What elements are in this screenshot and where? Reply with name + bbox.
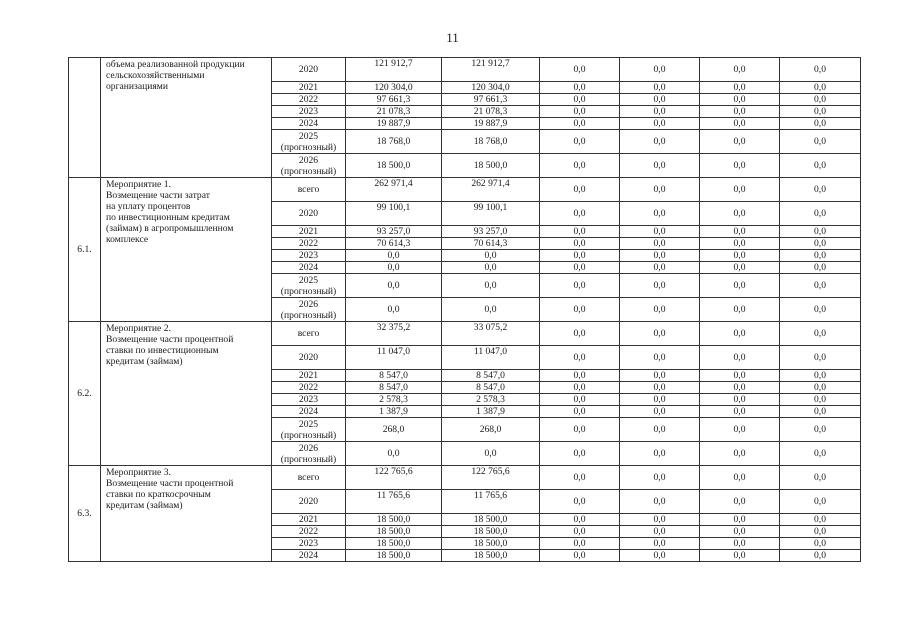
source-value-cell: 0,0 xyxy=(540,154,620,178)
year-label: 2023 xyxy=(298,538,319,549)
source-value-cell: 0,0 xyxy=(780,130,861,154)
source-value-cell: 0,0 xyxy=(620,262,700,274)
description-line: Мероприятие 1. xyxy=(106,179,171,190)
source-value-cell: 0,0 xyxy=(540,178,620,202)
source-value-cell: 0,0 xyxy=(620,226,700,238)
source-value-cell: 0,0 xyxy=(540,202,620,226)
budget-value-cell: 121 912,7 xyxy=(442,58,540,82)
year-note: (прогнозный) xyxy=(280,309,337,321)
budget-value-cell: 122 765,6 xyxy=(442,466,540,490)
source-value-cell: 0,0 xyxy=(700,298,780,322)
year-label: 2025 xyxy=(298,274,319,286)
source-value-cell: 0,0 xyxy=(540,238,620,250)
source-value-cell: 0,0 xyxy=(780,490,861,514)
year-label: 2026 xyxy=(298,154,319,166)
source-value-cell: 0,0 xyxy=(780,298,861,322)
year-label: 2024 xyxy=(298,262,319,273)
total-value-cell: 93 257,0 xyxy=(346,226,442,238)
total-value-cell: 18 500,0 xyxy=(346,526,442,538)
budget-value-cell: 70 614,3 xyxy=(442,238,540,250)
source-value-cell: 0,0 xyxy=(620,238,700,250)
source-value-cell: 0,0 xyxy=(620,118,700,130)
description-line: сельскохозяйственными xyxy=(106,70,205,81)
source-value-cell: 0,0 xyxy=(700,550,780,562)
source-value-cell: 0,0 xyxy=(540,94,620,106)
source-value-cell: 0,0 xyxy=(700,418,780,442)
year-label: 2021 xyxy=(298,514,319,525)
total-value-cell: 0,0 xyxy=(346,274,442,298)
funding-table xyxy=(68,57,861,562)
description-line: по инвестиционным кредитам xyxy=(106,212,230,223)
year-note: (прогнозный) xyxy=(280,453,337,465)
year-label: 2021 xyxy=(298,82,319,93)
budget-value-cell: 93 257,0 xyxy=(442,226,540,238)
budget-value-cell: 0,0 xyxy=(442,274,540,298)
measure-description-cell xyxy=(101,178,272,322)
year-label: 2026 xyxy=(298,298,319,310)
year-label: 2024 xyxy=(298,550,319,561)
source-value-cell: 0,0 xyxy=(620,514,700,526)
description-line: (займам) в агропромышленном xyxy=(106,223,234,234)
source-value-cell: 0,0 xyxy=(540,130,620,154)
source-value-cell: 0,0 xyxy=(540,394,620,406)
total-value-cell: 8 547,0 xyxy=(346,382,442,394)
year-label: всего xyxy=(297,184,320,195)
year-cell xyxy=(272,346,346,370)
total-value-cell: 0,0 xyxy=(346,298,442,322)
source-value-cell: 0,0 xyxy=(540,442,620,466)
source-value-cell: 0,0 xyxy=(540,82,620,94)
budget-value-cell: 19 887,9 xyxy=(442,118,540,130)
page-number: 11 xyxy=(446,30,459,45)
measure-description-cell xyxy=(101,322,272,466)
source-value-cell: 0,0 xyxy=(700,514,780,526)
total-value-cell: 11 765,6 xyxy=(346,490,442,514)
budget-value-cell: 11 047,0 xyxy=(442,346,540,370)
source-value-cell: 0,0 xyxy=(700,178,780,202)
measure-description-cell xyxy=(101,466,272,562)
funding-table-body xyxy=(69,58,861,562)
source-value-cell: 0,0 xyxy=(700,466,780,490)
year-cell xyxy=(272,382,346,394)
source-value-cell: 0,0 xyxy=(780,514,861,526)
budget-value-cell: 8 547,0 xyxy=(442,370,540,382)
year-cell xyxy=(272,550,346,562)
source-value-cell: 0,0 xyxy=(620,442,700,466)
source-value-cell: 0,0 xyxy=(700,538,780,550)
year-cell xyxy=(272,442,346,466)
description-line: Возмещение части процентной xyxy=(106,478,234,489)
source-value-cell: 0,0 xyxy=(620,394,700,406)
row-index-cell: 6.2. xyxy=(69,322,101,466)
source-value-cell: 0,0 xyxy=(540,250,620,262)
source-value-cell: 0,0 xyxy=(620,298,700,322)
total-value-cell: 32 375,2 xyxy=(346,322,442,346)
source-value-cell: 0,0 xyxy=(620,382,700,394)
total-value-cell: 18 500,0 xyxy=(346,550,442,562)
source-value-cell: 0,0 xyxy=(700,58,780,82)
source-value-cell: 0,0 xyxy=(700,238,780,250)
description-line: ставки по краткосрочным xyxy=(106,489,211,500)
source-value-cell: 0,0 xyxy=(780,418,861,442)
source-value-cell: 0,0 xyxy=(540,118,620,130)
year-cell xyxy=(272,250,346,262)
source-value-cell: 0,0 xyxy=(780,442,861,466)
description-line: объема реализованной продукции xyxy=(106,59,245,70)
source-value-cell: 0,0 xyxy=(700,202,780,226)
source-value-cell: 0,0 xyxy=(700,322,780,346)
year-label: 2023 xyxy=(298,250,319,261)
budget-value-cell: 97 661,3 xyxy=(442,94,540,106)
year-label: 2022 xyxy=(298,526,319,537)
year-label: 2020 xyxy=(298,352,319,363)
description-line: ставки по инвестиционным xyxy=(106,345,219,356)
source-value-cell: 0,0 xyxy=(620,418,700,442)
budget-value-cell: 18 768,0 xyxy=(442,130,540,154)
source-value-cell: 0,0 xyxy=(540,526,620,538)
year-cell xyxy=(272,154,346,178)
year-label: всего xyxy=(297,472,320,483)
budget-value-cell: 0,0 xyxy=(442,262,540,274)
source-value-cell: 0,0 xyxy=(780,370,861,382)
source-value-cell: 0,0 xyxy=(620,466,700,490)
description-line: на уплату процентов xyxy=(106,201,191,212)
source-value-cell: 0,0 xyxy=(620,406,700,418)
description-line: кредитам (займам) xyxy=(106,356,183,367)
description-line: комплексе xyxy=(106,234,149,245)
total-value-cell: 18 500,0 xyxy=(346,514,442,526)
year-label: 2020 xyxy=(298,496,319,507)
year-cell xyxy=(272,202,346,226)
year-label: 2024 xyxy=(298,118,319,129)
source-value-cell: 0,0 xyxy=(540,322,620,346)
budget-value-cell: 18 500,0 xyxy=(442,538,540,550)
source-value-cell: 0,0 xyxy=(780,178,861,202)
total-value-cell: 70 614,3 xyxy=(346,238,442,250)
year-label: 2022 xyxy=(298,94,319,105)
year-cell xyxy=(272,406,346,418)
source-value-cell: 0,0 xyxy=(700,250,780,262)
source-value-cell: 0,0 xyxy=(620,58,700,82)
source-value-cell: 0,0 xyxy=(620,538,700,550)
year-cell xyxy=(272,490,346,514)
budget-value-cell: 262 971,4 xyxy=(442,178,540,202)
source-value-cell: 0,0 xyxy=(780,262,861,274)
total-value-cell: 8 547,0 xyxy=(346,370,442,382)
source-value-cell: 0,0 xyxy=(780,94,861,106)
source-value-cell: 0,0 xyxy=(780,106,861,118)
total-value-cell: 18 768,0 xyxy=(346,130,442,154)
source-value-cell: 0,0 xyxy=(540,382,620,394)
source-value-cell: 0,0 xyxy=(780,526,861,538)
total-value-cell: 2 578,3 xyxy=(346,394,442,406)
source-value-cell: 0,0 xyxy=(620,550,700,562)
total-value-cell: 122 765,6 xyxy=(346,466,442,490)
year-label: 2021 xyxy=(298,226,319,237)
year-note: (прогнозный) xyxy=(280,165,337,177)
year-cell xyxy=(272,130,346,154)
budget-value-cell: 21 078,3 xyxy=(442,106,540,118)
budget-value-cell: 18 500,0 xyxy=(442,550,540,562)
budget-value-cell: 18 500,0 xyxy=(442,514,540,526)
source-value-cell: 0,0 xyxy=(540,274,620,298)
source-value-cell: 0,0 xyxy=(620,526,700,538)
source-value-cell: 0,0 xyxy=(620,82,700,94)
year-cell xyxy=(272,298,346,322)
total-value-cell: 121 912,7 xyxy=(346,58,442,82)
total-value-cell: 0,0 xyxy=(346,250,442,262)
source-value-cell: 0,0 xyxy=(700,226,780,238)
year-cell xyxy=(272,238,346,250)
year-label: 2026 xyxy=(298,442,319,454)
source-value-cell: 0,0 xyxy=(540,346,620,370)
description-line: Мероприятие 3. xyxy=(106,467,171,478)
budget-value-cell: 99 100,1 xyxy=(442,202,540,226)
source-value-cell: 0,0 xyxy=(700,382,780,394)
total-value-cell: 11 047,0 xyxy=(346,346,442,370)
source-value-cell: 0,0 xyxy=(780,406,861,418)
source-value-cell: 0,0 xyxy=(780,250,861,262)
table-row xyxy=(69,322,861,346)
budget-value-cell: 120 304,0 xyxy=(442,82,540,94)
source-value-cell: 0,0 xyxy=(540,490,620,514)
year-label: 2020 xyxy=(298,64,319,75)
total-value-cell: 262 971,4 xyxy=(346,178,442,202)
row-index-cell xyxy=(69,58,101,178)
budget-value-cell: 18 500,0 xyxy=(442,526,540,538)
budget-value-cell: 33 075,2 xyxy=(442,322,540,346)
source-value-cell: 0,0 xyxy=(540,550,620,562)
source-value-cell: 0,0 xyxy=(780,58,861,82)
year-label: 2020 xyxy=(298,208,319,219)
source-value-cell: 0,0 xyxy=(540,466,620,490)
year-label: 2022 xyxy=(298,382,319,393)
total-value-cell: 18 500,0 xyxy=(346,538,442,550)
year-note: (прогнозный) xyxy=(280,429,337,441)
source-value-cell: 0,0 xyxy=(540,106,620,118)
total-value-cell: 99 100,1 xyxy=(346,202,442,226)
source-value-cell: 0,0 xyxy=(700,118,780,130)
year-note: (прогнозный) xyxy=(280,141,337,153)
year-label: 2023 xyxy=(298,106,319,117)
source-value-cell: 0,0 xyxy=(540,514,620,526)
description-line: организациями xyxy=(106,81,168,92)
budget-value-cell: 8 547,0 xyxy=(442,382,540,394)
source-value-cell: 0,0 xyxy=(780,322,861,346)
source-value-cell: 0,0 xyxy=(700,526,780,538)
total-value-cell: 120 304,0 xyxy=(346,82,442,94)
total-value-cell: 0,0 xyxy=(346,262,442,274)
year-cell xyxy=(272,466,346,490)
source-value-cell: 0,0 xyxy=(700,490,780,514)
source-value-cell: 0,0 xyxy=(780,226,861,238)
table-row xyxy=(69,58,861,82)
year-cell xyxy=(272,274,346,298)
year-label: всего xyxy=(297,328,320,339)
description-line: кредитам (займам) xyxy=(106,500,183,511)
table-row xyxy=(69,178,861,202)
description-line: Возмещение части затрат xyxy=(106,190,210,201)
budget-value-cell: 1 387,9 xyxy=(442,406,540,418)
total-value-cell: 97 661,3 xyxy=(346,94,442,106)
budget-value-cell: 0,0 xyxy=(442,298,540,322)
budget-value-cell: 2 578,3 xyxy=(442,394,540,406)
source-value-cell: 0,0 xyxy=(700,154,780,178)
year-label: 2025 xyxy=(298,130,319,142)
source-value-cell: 0,0 xyxy=(620,106,700,118)
source-value-cell: 0,0 xyxy=(620,202,700,226)
row-index-cell: 6.3. xyxy=(69,466,101,562)
year-cell xyxy=(272,118,346,130)
source-value-cell: 0,0 xyxy=(780,154,861,178)
description-line: Мероприятие 2. xyxy=(106,323,171,334)
budget-value-cell: 268,0 xyxy=(442,418,540,442)
year-cell xyxy=(272,82,346,94)
source-value-cell: 0,0 xyxy=(700,262,780,274)
budget-value-cell: 18 500,0 xyxy=(442,154,540,178)
year-cell xyxy=(272,106,346,118)
year-label: 2025 xyxy=(298,418,319,430)
year-cell xyxy=(272,538,346,550)
year-cell xyxy=(272,226,346,238)
year-cell xyxy=(272,394,346,406)
year-label: 2024 xyxy=(298,406,319,417)
source-value-cell: 0,0 xyxy=(700,406,780,418)
source-value-cell: 0,0 xyxy=(780,394,861,406)
source-value-cell: 0,0 xyxy=(620,274,700,298)
source-value-cell: 0,0 xyxy=(780,382,861,394)
table-row xyxy=(69,466,861,490)
total-value-cell: 268,0 xyxy=(346,418,442,442)
source-value-cell: 0,0 xyxy=(540,370,620,382)
source-value-cell: 0,0 xyxy=(540,58,620,82)
source-value-cell: 0,0 xyxy=(540,226,620,238)
source-value-cell: 0,0 xyxy=(780,550,861,562)
source-value-cell: 0,0 xyxy=(620,154,700,178)
year-cell xyxy=(272,322,346,346)
year-cell xyxy=(272,370,346,382)
description-line: Возмещение части процентной xyxy=(106,334,234,345)
year-label: 2023 xyxy=(298,394,319,405)
source-value-cell: 0,0 xyxy=(700,94,780,106)
total-value-cell: 18 500,0 xyxy=(346,154,442,178)
source-value-cell: 0,0 xyxy=(780,346,861,370)
source-value-cell: 0,0 xyxy=(700,274,780,298)
source-value-cell: 0,0 xyxy=(620,346,700,370)
year-cell xyxy=(272,514,346,526)
budget-value-cell: 0,0 xyxy=(442,442,540,466)
source-value-cell: 0,0 xyxy=(620,178,700,202)
source-value-cell: 0,0 xyxy=(540,538,620,550)
year-cell xyxy=(272,94,346,106)
source-value-cell: 0,0 xyxy=(620,490,700,514)
source-value-cell: 0,0 xyxy=(540,262,620,274)
total-value-cell: 0,0 xyxy=(346,442,442,466)
source-value-cell: 0,0 xyxy=(620,322,700,346)
source-value-cell: 0,0 xyxy=(620,130,700,154)
year-label: 2021 xyxy=(298,370,319,381)
source-value-cell: 0,0 xyxy=(700,346,780,370)
source-value-cell: 0,0 xyxy=(780,238,861,250)
source-value-cell: 0,0 xyxy=(540,418,620,442)
total-value-cell: 1 387,9 xyxy=(346,406,442,418)
year-label: 2022 xyxy=(298,238,319,249)
row-index-cell: 6.1. xyxy=(69,178,101,322)
source-value-cell: 0,0 xyxy=(700,82,780,94)
source-value-cell: 0,0 xyxy=(620,370,700,382)
source-value-cell: 0,0 xyxy=(620,250,700,262)
source-value-cell: 0,0 xyxy=(780,202,861,226)
source-value-cell: 0,0 xyxy=(780,274,861,298)
budget-value-cell: 0,0 xyxy=(442,250,540,262)
source-value-cell: 0,0 xyxy=(700,106,780,118)
year-cell xyxy=(272,262,346,274)
budget-value-cell: 11 765,6 xyxy=(442,490,540,514)
source-value-cell: 0,0 xyxy=(780,82,861,94)
total-value-cell: 19 887,9 xyxy=(346,118,442,130)
source-value-cell: 0,0 xyxy=(700,442,780,466)
total-value-cell: 21 078,3 xyxy=(346,106,442,118)
year-cell xyxy=(272,58,346,82)
source-value-cell: 0,0 xyxy=(780,118,861,130)
source-value-cell: 0,0 xyxy=(780,466,861,490)
source-value-cell: 0,0 xyxy=(700,130,780,154)
source-value-cell: 0,0 xyxy=(700,394,780,406)
source-value-cell: 0,0 xyxy=(540,298,620,322)
source-value-cell: 0,0 xyxy=(540,406,620,418)
source-value-cell: 0,0 xyxy=(620,94,700,106)
year-cell xyxy=(272,418,346,442)
source-value-cell: 0,0 xyxy=(700,370,780,382)
year-note: (прогнозный) xyxy=(280,285,337,297)
year-cell xyxy=(272,178,346,202)
source-value-cell: 0,0 xyxy=(780,538,861,550)
measure-description-cell xyxy=(101,58,272,178)
year-cell xyxy=(272,526,346,538)
